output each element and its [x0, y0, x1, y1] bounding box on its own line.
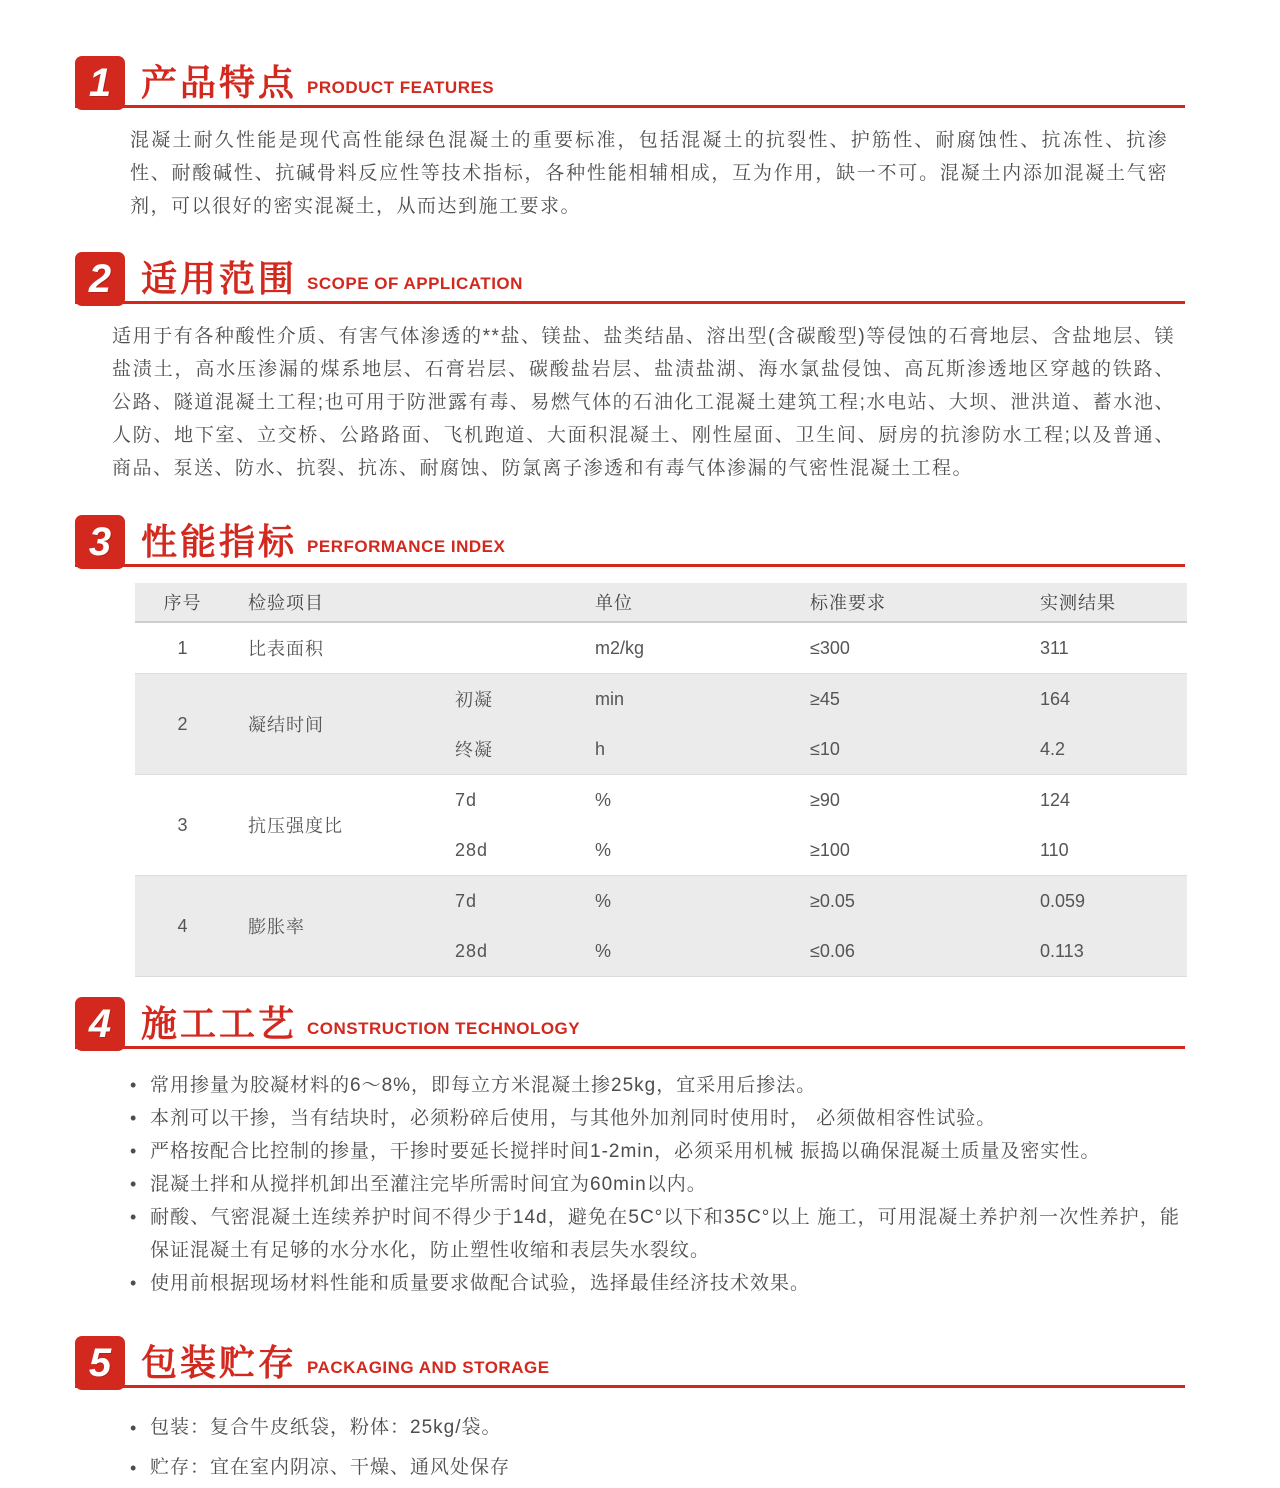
cell-result: 164 [1040, 688, 1071, 709]
cell-no: 2 [177, 713, 188, 734]
cell-result: 311 [1040, 637, 1069, 658]
cell-sub: 7d [455, 789, 478, 810]
cell-standard: ≥0.05 [810, 890, 855, 911]
section-number-badge: 2 [75, 252, 125, 306]
cell-standard: ≥100 [810, 839, 850, 860]
table-header-row [135, 583, 1187, 623]
cell-no: 1 [177, 637, 188, 658]
col-header-result: 实测结果 [1040, 593, 1116, 613]
cell-unit: % [595, 789, 612, 810]
table-row [135, 623, 1187, 674]
cell-unit: m2/kg [595, 637, 645, 658]
table-subrow [445, 775, 1187, 825]
cell-standard: ≥45 [810, 688, 840, 709]
section-title-en: SCOPE OF APPLICATION [307, 274, 523, 293]
section-title-zh: 产品特点 [141, 62, 298, 103]
cell-item: 抗压强度比 [248, 816, 343, 836]
cell-standard: ≤300 [810, 637, 850, 658]
cell-result: 124 [1040, 789, 1071, 810]
cell-standard: ≤0.06 [810, 940, 855, 961]
packaging-bullet-list [130, 1408, 1180, 1488]
cell-sub: 7d [455, 890, 478, 911]
table-subrow [445, 623, 1187, 673]
cell-standard: ≥90 [810, 789, 840, 810]
section-product-features [0, 50, 1280, 223]
cell-sub: 28d [455, 839, 489, 860]
cell-unit: min [595, 688, 625, 709]
col-header-standard: 标准要求 [810, 593, 886, 613]
cell-result: 0.113 [1040, 940, 1084, 961]
cell-unit: % [595, 940, 612, 961]
cell-result: 0.059 [1040, 890, 1086, 911]
section-number-badge: 5 [75, 1336, 125, 1390]
section-scope-of-application [0, 246, 1280, 485]
section-header [75, 246, 1185, 304]
cell-sub: 初凝 [455, 690, 493, 710]
section-number-badge: 3 [75, 515, 125, 569]
cell-item: 膨胀率 [248, 917, 305, 937]
section-header [75, 991, 1185, 1049]
section-title-en: CONSTRUCTION TECHNOLOGY [307, 1019, 581, 1038]
table-subrow [445, 926, 1187, 976]
bullet-item: • 本剂可以干掺，当有结块时，必须粉碎后使用，与其他外加剂同时使用时， 必须做相容性试验。 [130, 1102, 1180, 1135]
section-number-badge: 1 [75, 56, 125, 110]
section-title-zh: 适用范围 [141, 258, 298, 299]
cell-standard: ≤10 [810, 738, 840, 759]
bullet-item: • 使用前根据现场材料性能和质量要求做配合试验，选择最佳经济技术效果。 [130, 1267, 1180, 1300]
section-title-zh: 性能指标 [141, 521, 298, 562]
construction-bullet-list [130, 1069, 1180, 1300]
section-title-en: PERFORMANCE INDEX [307, 537, 506, 556]
cell-sub: 终凝 [455, 740, 493, 760]
table-row [135, 674, 1187, 775]
cell-unit: h [595, 738, 606, 759]
cell-unit: % [595, 890, 612, 911]
cell-item: 凝结时间 [248, 715, 324, 735]
bullet-item: • 常用掺量为胶凝材料的6～8%，即每立方米混凝土掺25kg，宜采用后掺法。 [130, 1069, 1180, 1102]
bullet-item: • 贮存：宜在室内阴凉、干燥、通风处保存 [130, 1448, 1180, 1488]
cell-no: 3 [177, 814, 188, 835]
section-title-zh: 包装贮存 [141, 1342, 298, 1383]
bullet-item: • 耐酸、气密混凝土连续养护时间不得少于14d，避免在5C°以下和35C°以上 施工，可用混凝土养护剂一次性养护，能保证混凝土有足够的水分水化，防止塑性收缩和表层失水裂纹。 [130, 1201, 1180, 1267]
section-number-badge: 4 [75, 997, 125, 1051]
section-header [75, 509, 1185, 567]
col-header-no: 序号 [163, 593, 202, 613]
col-header-item: 检验项目 [248, 593, 324, 613]
cell-unit: % [595, 839, 612, 860]
table-subrow [445, 724, 1187, 774]
cell-sub: 28d [455, 940, 489, 961]
table-subrow [445, 674, 1187, 724]
bullet-item: • 严格按配合比控制的掺量，干掺时要延长搅拌时间1-2min，必须采用机械 振捣以确保混凝土质量及密实性。 [130, 1135, 1180, 1168]
section-construction-technology [0, 991, 1280, 1300]
cell-result: 4.2 [1040, 738, 1066, 759]
section-performance-index [0, 509, 1280, 977]
bullet-item: • 包装：复合牛皮纸袋，粉体：25kg/袋。 [130, 1408, 1180, 1448]
cell-item: 比表面积 [248, 639, 324, 659]
bullet-item: • 混凝土拌和从搅拌机卸出至灌注完毕所需时间宜为60min以内。 [130, 1168, 1180, 1201]
cell-result: 110 [1040, 839, 1069, 860]
section-title-en: PACKAGING AND STORAGE [307, 1358, 550, 1377]
section-title-en: PRODUCT FEATURES [307, 78, 495, 97]
section-header [75, 1330, 1185, 1388]
cell-no: 4 [177, 915, 188, 936]
section-paragraph: 混凝土耐久性能是现代高性能绿色混凝土的重要标准，包括混凝土的抗裂性、护筋性、耐腐蚀性、抗冻性、抗渗性、耐酸碱性、抗碱骨料反应性等技术指标，各种性能相辅相成，互为作用，缺一不可。混凝土内添加混凝土气密剂，可以很好的密实混凝土，从而达到施工要求。 [130, 130, 1168, 217]
table-row [135, 876, 1187, 977]
table-subrow [445, 876, 1187, 926]
table-row [135, 775, 1187, 876]
table-subrow [445, 825, 1187, 875]
col-header-unit: 单位 [595, 593, 633, 613]
section-header [75, 50, 1185, 108]
section-paragraph: 适用于有各种酸性介质、有害气体渗透的**盐、镁盐、盐类结晶、溶出型(含碳酸型)等侵蚀的石膏地层、含盐地层、镁盐渍土，高水压渗漏的煤系地层、石膏岩层、碳酸盐岩层、盐渍盐湖、海水氯盐侵蚀、高瓦斯渗透地区穿越的铁路、公路、隧道混凝土工程;也可用于防泄露有毒、易燃气体的石油化工混凝土建筑工程;水电站、大坝、泄洪道、蓄水池、人防、地下室、立交桥、公路路面、飞机跑道、大面积混凝土、刚性屋面、卫生间、厨房的抗渗防水工程;以及普通、商品、泵送、防水、抗裂、抗冻、耐腐蚀、防氯离子渗透和有毒气体渗漏的气密性混凝土工程。 [112, 326, 1175, 479]
performance-table [135, 583, 1187, 977]
section-title-zh: 施工工艺 [141, 1003, 298, 1044]
section-packaging-and-storage [0, 1330, 1280, 1488]
